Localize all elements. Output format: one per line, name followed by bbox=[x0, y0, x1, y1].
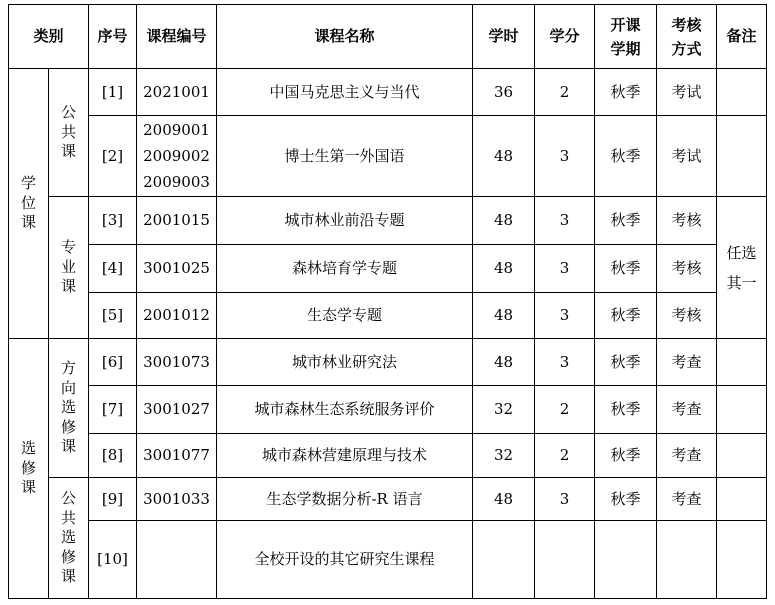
table-row bbox=[9, 293, 767, 339]
cell-name: 全校开设的其它研究生课程 bbox=[217, 521, 473, 599]
group-degree: 学位课 bbox=[9, 69, 49, 339]
cell-assess: 考查 bbox=[657, 478, 717, 521]
header-no: 序号 bbox=[89, 5, 137, 69]
cell-term: 秋季 bbox=[595, 293, 657, 339]
subgroup-public: 公共课 bbox=[49, 69, 89, 197]
cell-remark bbox=[717, 116, 767, 197]
cell-remark bbox=[717, 434, 767, 478]
cell-assess: 考查 bbox=[657, 434, 717, 478]
cell-code-line: 2009001 bbox=[143, 121, 210, 139]
cell-code: 3001033 bbox=[137, 478, 217, 521]
cell-credits: 3 bbox=[535, 116, 595, 197]
cell-no: [5] bbox=[89, 293, 137, 339]
cell-code-line: 2009002 bbox=[143, 147, 210, 165]
subgroup-major: 专业课 bbox=[49, 197, 89, 339]
cell-no: [9] bbox=[89, 478, 137, 521]
course-table bbox=[8, 4, 767, 599]
cell-name: 中国马克思主义与当代 bbox=[217, 69, 473, 116]
header-name: 课程名称 bbox=[217, 5, 473, 69]
cell-no: [7] bbox=[89, 386, 137, 434]
table-row bbox=[9, 386, 767, 434]
cell-remark bbox=[717, 69, 767, 116]
header-remark: 备注 bbox=[717, 5, 767, 69]
cell-code: 2001012 bbox=[137, 293, 217, 339]
cell-credits: 3 bbox=[535, 245, 595, 293]
cell-no: [3] bbox=[89, 197, 137, 245]
table-row bbox=[9, 434, 767, 478]
cell-remark-major: 任选其一 bbox=[717, 197, 767, 339]
cell-code bbox=[137, 116, 217, 197]
cell-name: 城市林业前沿专题 bbox=[217, 197, 473, 245]
cell-assess bbox=[657, 521, 717, 599]
cell-credits: 2 bbox=[535, 434, 595, 478]
cell-hours: 48 bbox=[473, 339, 535, 386]
cell-assess: 考查 bbox=[657, 386, 717, 434]
cell-hours: 48 bbox=[473, 293, 535, 339]
cell-name: 城市林业研究法 bbox=[217, 339, 473, 386]
cell-credits bbox=[535, 521, 595, 599]
cell-hours bbox=[473, 521, 535, 599]
cell-term: 秋季 bbox=[595, 434, 657, 478]
cell-no: [1] bbox=[89, 69, 137, 116]
cell-no: [8] bbox=[89, 434, 137, 478]
table-row bbox=[9, 478, 767, 521]
cell-term: 秋季 bbox=[595, 245, 657, 293]
cell-assess: 考试 bbox=[657, 69, 717, 116]
cell-hours: 48 bbox=[473, 116, 535, 197]
subgroup-direction: 方向选修课 bbox=[49, 339, 89, 478]
cell-code-line: 2009003 bbox=[143, 173, 210, 191]
group-elective: 选修课 bbox=[9, 339, 49, 599]
table-row bbox=[9, 521, 767, 599]
cell-assess: 考查 bbox=[657, 339, 717, 386]
cell-credits: 3 bbox=[535, 293, 595, 339]
cell-name: 博士生第一外国语 bbox=[217, 116, 473, 197]
cell-term: 秋季 bbox=[595, 386, 657, 434]
cell-hours: 48 bbox=[473, 197, 535, 245]
cell-hours: 48 bbox=[473, 478, 535, 521]
cell-term: 秋季 bbox=[595, 116, 657, 197]
table-row bbox=[9, 197, 767, 245]
header-credits: 学分 bbox=[535, 5, 595, 69]
cell-remark bbox=[717, 521, 767, 599]
cell-remark bbox=[717, 339, 767, 386]
cell-credits: 3 bbox=[535, 478, 595, 521]
cell-name: 生态学专题 bbox=[217, 293, 473, 339]
cell-term: 秋季 bbox=[595, 69, 657, 116]
cell-hours: 32 bbox=[473, 386, 535, 434]
cell-hours: 36 bbox=[473, 69, 535, 116]
cell-term: 秋季 bbox=[595, 197, 657, 245]
cell-remark bbox=[717, 386, 767, 434]
table-row bbox=[9, 245, 767, 293]
header-code: 课程编号 bbox=[137, 5, 217, 69]
subgroup-public-elective: 公共选修课 bbox=[49, 478, 89, 599]
cell-no: [10] bbox=[89, 521, 137, 599]
cell-name: 森林培育学专题 bbox=[217, 245, 473, 293]
cell-code: 3001027 bbox=[137, 386, 217, 434]
cell-credits: 2 bbox=[535, 386, 595, 434]
cell-remark bbox=[717, 478, 767, 521]
cell-credits: 2 bbox=[535, 69, 595, 116]
cell-no: [4] bbox=[89, 245, 137, 293]
cell-term: 秋季 bbox=[595, 478, 657, 521]
cell-assess: 考核 bbox=[657, 245, 717, 293]
cell-no: [2] bbox=[89, 116, 137, 197]
cell-term bbox=[595, 521, 657, 599]
table-row bbox=[9, 116, 767, 197]
cell-credits: 3 bbox=[535, 197, 595, 245]
cell-code: 3001025 bbox=[137, 245, 217, 293]
cell-name: 城市森林营建原理与技术 bbox=[217, 434, 473, 478]
cell-hours: 48 bbox=[473, 245, 535, 293]
cell-code: 2021001 bbox=[137, 69, 217, 116]
cell-assess: 考核 bbox=[657, 293, 717, 339]
cell-assess: 考核 bbox=[657, 197, 717, 245]
table-row bbox=[9, 339, 767, 386]
header-category: 类别 bbox=[9, 5, 89, 69]
header-hours: 学时 bbox=[473, 5, 535, 69]
cell-code: 3001073 bbox=[137, 339, 217, 386]
cell-hours: 32 bbox=[473, 434, 535, 478]
cell-name: 城市森林生态系统服务评价 bbox=[217, 386, 473, 434]
header-term: 开课学期 bbox=[595, 5, 657, 69]
header-assess: 考核方式 bbox=[657, 5, 717, 69]
cell-name: 生态学数据分析-R 语言 bbox=[217, 478, 473, 521]
cell-term: 秋季 bbox=[595, 339, 657, 386]
cell-credits: 3 bbox=[535, 339, 595, 386]
header-row bbox=[9, 5, 767, 69]
cell-no: [6] bbox=[89, 339, 137, 386]
table-row bbox=[9, 69, 767, 116]
cell-code: 2001015 bbox=[137, 197, 217, 245]
cell-code bbox=[137, 521, 217, 599]
cell-code: 3001077 bbox=[137, 434, 217, 478]
cell-assess: 考试 bbox=[657, 116, 717, 197]
